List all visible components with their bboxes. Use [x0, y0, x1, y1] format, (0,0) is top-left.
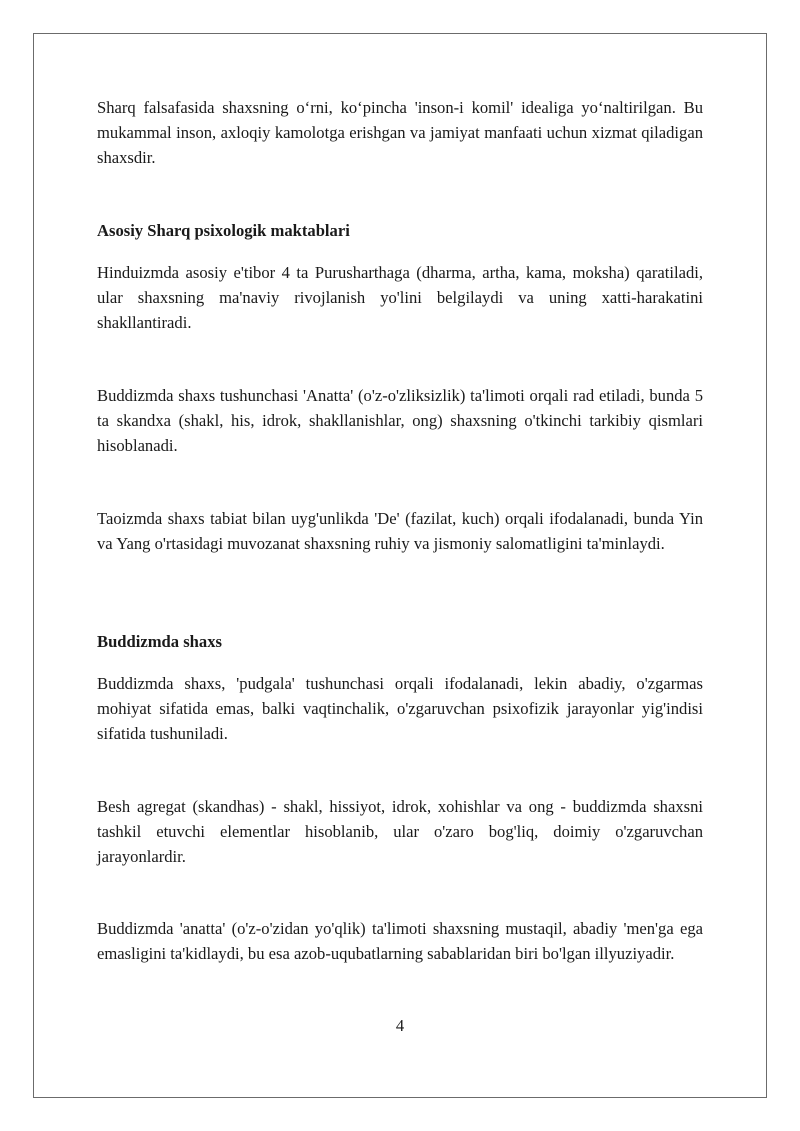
- section-heading-buddhism-personality: Buddizmda shaxs: [97, 632, 222, 651]
- section-heading-psychological-schools: Asosiy Sharq psixologik maktablari: [97, 221, 350, 240]
- paragraph-taoism: Taoizmda shaxs tabiat bilan uyg'unlikda 'De' (fazilat, kuch) orqali ifodalanadi, bunda Yin va Yang o'rtasidagi muvozanat shaxsning ruhiy va jismoniy salomatligini ta'minlaydi.: [97, 509, 703, 553]
- paragraph-hinduism: Hinduizmda asosiy e'tibor 4 ta Purusharthaga (dharma, artha, kama, moksha) qaratiladi, ular shaxsning ma'naviy rivojlanish yo'lini belgilaydi va uning xatti-harakatini shakllantiradi.: [97, 263, 703, 332]
- page-number: 4: [395, 1016, 405, 1035]
- paragraph-five-aggregates: Besh agregat (skandhas) - shakl, hissiyot, idrok, xohishlar va ong - buddizmda shaxsni tashkil etuvchi elementlar hisoblanib, ular o'zaro bog'liq, doimiy o'zgaruvchan jarayonlardir.: [97, 797, 703, 866]
- paragraph-buddhism-anatta: Buddizmda shaxs tushunchasi 'Anatta' (o'z-o'zliksizlik) ta'limoti orqali rad etiladi, bunda 5 ta skandxa (shakl, his, idrok, shakllanishlar, ong) shaxsning o'tkinchi tarkibiy qismlari hisoblanadi.: [97, 386, 703, 455]
- paragraph-inson-i-komil: Sharq falsafasida shaxsning o‘rni, ko‘pincha 'inson-i komil' idealiga yo‘naltirilgan. Bu mukammal inson, axloqiy kamolotga erishgan va jamiyat manfaati uchun xizmat qiladigan shaxsdir.: [97, 98, 703, 167]
- paragraph-pudgala: Buddizmda shaxs, 'pudgala' tushunchasi orqali ifodalanadi, lekin abadiy, o'zgarmas mohiyat sifatida emas, balki vaqtinchalik, o'zgaruvchan psixofizik jarayonlar yig'indisi sifatida tushuniladi.: [97, 674, 703, 743]
- paragraph-anatta-teaching: Buddizmda 'anatta' (o'z-o'zidan yo'qlik) ta'limoti shaxsning mustaqil, abadiy 'men'ga ega emasligini ta'kidlaydi, bu esa azob-uqubatlarning sabablaridan biri bo'lgan illyuziyadir.: [97, 919, 703, 963]
